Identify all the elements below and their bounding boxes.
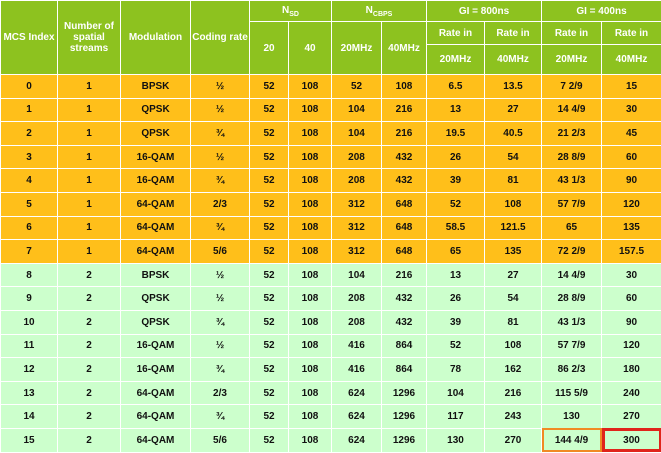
modulation-cell: 64-QAM (121, 405, 191, 429)
table-row (1, 122, 661, 146)
table-row (1, 428, 661, 452)
ncbps-40mhz-cell: 432 (382, 310, 427, 334)
modulation-cell: 64-QAM (121, 216, 191, 240)
coding-rate-cell: 2/3 (191, 192, 250, 216)
header-ncbps-subscript: CBPS (373, 11, 392, 18)
gi400-rate-20mhz-cell: 7 2/9 (542, 75, 602, 99)
gi400-rate-20mhz-cell: 144 4/9 (542, 428, 602, 452)
nsd-40-cell: 108 (289, 192, 332, 216)
ncbps-40mhz-cell: 432 (382, 145, 427, 169)
ncbps-20mhz-cell: 624 (332, 381, 382, 405)
gi800-rate-40mhz-cell: 81 (485, 169, 542, 193)
gi800-rate-40mhz-cell: 108 (485, 192, 542, 216)
mcs-index-cell: 13 (1, 381, 58, 405)
ncbps-20mhz-cell: 52 (332, 75, 382, 99)
nsd-20-cell: 52 (250, 98, 289, 122)
mcs-index-cell: 1 (1, 98, 58, 122)
nsd-20-cell: 52 (250, 240, 289, 264)
gi400-rate-20mhz-cell: 57 7/9 (542, 334, 602, 358)
header-gi800-rate-in-40: Rate in (485, 22, 542, 45)
nsd-20-cell: 52 (250, 287, 289, 311)
table-header (1, 1, 661, 75)
mcs-index-cell: 10 (1, 310, 58, 334)
gi400-rate-20mhz-cell: 14 4/9 (542, 98, 602, 122)
gi400-rate-40mhz-cell: 135 (602, 216, 661, 240)
table-row (1, 358, 661, 382)
nsd-40-cell: 108 (289, 169, 332, 193)
header-gi800-rate-in-20: Rate in (427, 22, 485, 45)
modulation-cell: BPSK (121, 75, 191, 99)
table-row (1, 192, 661, 216)
header-coding-rate: Coding rate (191, 1, 250, 75)
gi800-rate-40mhz-cell: 216 (485, 381, 542, 405)
gi800-rate-20mhz-cell: 104 (427, 381, 485, 405)
modulation-cell: QPSK (121, 287, 191, 311)
coding-rate-cell: ½ (191, 334, 250, 358)
streams-cell: 2 (58, 405, 121, 429)
nsd-40-cell: 108 (289, 334, 332, 358)
header-gi400-40mhz: 40MHz (602, 45, 661, 75)
ncbps-40mhz-cell: 648 (382, 240, 427, 264)
table-row (1, 310, 661, 334)
gi400-rate-40mhz-cell: 15 (602, 75, 661, 99)
ncbps-40mhz-cell: 1296 (382, 405, 427, 429)
gi800-rate-20mhz-cell: 19.5 (427, 122, 485, 146)
gi400-rate-20mhz-cell: 72 2/9 (542, 240, 602, 264)
ncbps-40mhz-cell: 216 (382, 122, 427, 146)
streams-cell: 2 (58, 263, 121, 287)
streams-cell: 2 (58, 334, 121, 358)
table-row (1, 75, 661, 99)
header-gi800-20mhz: 20MHz (427, 45, 485, 75)
nsd-20-cell: 52 (250, 358, 289, 382)
gi800-rate-40mhz-cell: 13.5 (485, 75, 542, 99)
table-row (1, 263, 661, 287)
gi400-rate-40mhz-cell: 30 (602, 263, 661, 287)
ncbps-40mhz-cell: 216 (382, 98, 427, 122)
nsd-20-cell: 52 (250, 75, 289, 99)
gi800-rate-40mhz-cell: 27 (485, 263, 542, 287)
gi800-rate-40mhz-cell: 40.5 (485, 122, 542, 146)
gi400-rate-40mhz-cell: 45 (602, 122, 661, 146)
nsd-40-cell: 108 (289, 405, 332, 429)
ncbps-40mhz-cell: 1296 (382, 428, 427, 452)
gi400-rate-20mhz-cell: 21 2/3 (542, 122, 602, 146)
gi800-rate-40mhz-cell: 54 (485, 145, 542, 169)
mcs-index-cell: 5 (1, 192, 58, 216)
gi800-rate-40mhz-cell: 243 (485, 405, 542, 429)
gi400-rate-40mhz-cell: 180 (602, 358, 661, 382)
table-row (1, 334, 661, 358)
gi400-rate-40mhz-cell: 60 (602, 287, 661, 311)
header-nsd-40: 40 (289, 22, 332, 75)
ncbps-20mhz-cell: 104 (332, 98, 382, 122)
gi400-rate-40mhz-cell: 120 (602, 192, 661, 216)
header-mcs-index: MCS Index (1, 1, 58, 75)
mcs-index-cell: 0 (1, 75, 58, 99)
ncbps-40mhz-cell: 432 (382, 169, 427, 193)
streams-cell: 1 (58, 75, 121, 99)
mcs-index-cell: 7 (1, 240, 58, 264)
nsd-40-cell: 108 (289, 75, 332, 99)
mcs-index-cell: 9 (1, 287, 58, 311)
gi400-rate-40mhz-cell: 120 (602, 334, 661, 358)
nsd-20-cell: 52 (250, 169, 289, 193)
ncbps-20mhz-cell: 312 (332, 240, 382, 264)
mcs-index-cell: 3 (1, 145, 58, 169)
gi400-rate-40mhz-cell: 300 (602, 428, 661, 452)
header-modulation: Modulation (121, 1, 191, 75)
ncbps-20mhz-cell: 208 (332, 169, 382, 193)
gi800-rate-40mhz-cell: 162 (485, 358, 542, 382)
gi800-rate-40mhz-cell: 270 (485, 428, 542, 452)
gi400-rate-20mhz-cell: 130 (542, 405, 602, 429)
streams-cell: 1 (58, 98, 121, 122)
ncbps-20mhz-cell: 312 (332, 192, 382, 216)
modulation-cell: 64-QAM (121, 240, 191, 264)
coding-rate-cell: ¾ (191, 122, 250, 146)
coding-rate-cell: ½ (191, 75, 250, 99)
gi400-rate-20mhz-cell: 28 8/9 (542, 287, 602, 311)
ncbps-40mhz-cell: 1296 (382, 381, 427, 405)
streams-cell: 2 (58, 381, 121, 405)
header-spatial-streams: Number of spatial streams (58, 1, 121, 75)
streams-cell: 1 (58, 240, 121, 264)
ncbps-20mhz-cell: 416 (332, 334, 382, 358)
nsd-20-cell: 52 (250, 310, 289, 334)
gi400-rate-40mhz-cell: 90 (602, 310, 661, 334)
gi800-rate-20mhz-cell: 65 (427, 240, 485, 264)
nsd-20-cell: 52 (250, 216, 289, 240)
header-gi400-20mhz: 20MHz (542, 45, 602, 75)
gi400-rate-20mhz-cell: 43 1/3 (542, 169, 602, 193)
mcs-index-cell: 15 (1, 428, 58, 452)
gi400-rate-20mhz-cell: 43 1/3 (542, 310, 602, 334)
nsd-20-cell: 52 (250, 192, 289, 216)
modulation-cell: QPSK (121, 310, 191, 334)
gi800-rate-40mhz-cell: 108 (485, 334, 542, 358)
gi800-rate-20mhz-cell: 39 (427, 169, 485, 193)
mcs-index-cell: 4 (1, 169, 58, 193)
coding-rate-cell: ¾ (191, 216, 250, 240)
nsd-20-cell: 52 (250, 405, 289, 429)
header-gi800-40mhz: 40MHz (485, 45, 542, 75)
gi400-rate-40mhz-cell: 90 (602, 169, 661, 193)
streams-cell: 1 (58, 216, 121, 240)
ncbps-20mhz-cell: 624 (332, 405, 382, 429)
nsd-40-cell: 108 (289, 287, 332, 311)
gi800-rate-20mhz-cell: 130 (427, 428, 485, 452)
coding-rate-cell: ½ (191, 98, 250, 122)
ncbps-40mhz-cell: 648 (382, 192, 427, 216)
header-nsd: $N_{SD}$ (250, 1, 332, 22)
nsd-20-cell: 52 (250, 263, 289, 287)
gi400-rate-40mhz-cell: 157.5 (602, 240, 661, 264)
header-gi-400ns: GI = 400ns (542, 1, 661, 22)
nsd-20-cell: 52 (250, 334, 289, 358)
gi800-rate-20mhz-cell: 13 (427, 263, 485, 287)
ncbps-40mhz-cell: 864 (382, 334, 427, 358)
coding-rate-cell: ¾ (191, 310, 250, 334)
ncbps-40mhz-cell: 432 (382, 287, 427, 311)
gi800-rate-20mhz-cell: 58.5 (427, 216, 485, 240)
mcs-index-cell: 14 (1, 405, 58, 429)
gi800-rate-20mhz-cell: 39 (427, 310, 485, 334)
modulation-cell: BPSK (121, 263, 191, 287)
nsd-40-cell: 108 (289, 263, 332, 287)
modulation-cell: 64-QAM (121, 428, 191, 452)
gi800-rate-20mhz-cell: 117 (427, 405, 485, 429)
nsd-40-cell: 108 (289, 240, 332, 264)
mcs-index-cell: 12 (1, 358, 58, 382)
ncbps-20mhz-cell: 208 (332, 145, 382, 169)
header-nsd-subscript: SD (289, 11, 299, 18)
table-row (1, 405, 661, 429)
header-ncbps: $N_{CBPS}$ (332, 1, 427, 22)
nsd-20-cell: 52 (250, 381, 289, 405)
nsd-40-cell: 108 (289, 98, 332, 122)
gi800-rate-20mhz-cell: 26 (427, 145, 485, 169)
gi800-rate-40mhz-cell: 54 (485, 287, 542, 311)
gi800-rate-40mhz-cell: 81 (485, 310, 542, 334)
header-gi400-rate-in-20: Rate in (542, 22, 602, 45)
gi800-rate-20mhz-cell: 13 (427, 98, 485, 122)
table-row (1, 287, 661, 311)
modulation-cell: 16-QAM (121, 334, 191, 358)
header-gi400-rate-in-40: Rate in (602, 22, 661, 45)
ncbps-20mhz-cell: 312 (332, 216, 382, 240)
modulation-cell: 16-QAM (121, 358, 191, 382)
nsd-40-cell: 108 (289, 310, 332, 334)
gi400-rate-20mhz-cell: 86 2/3 (542, 358, 602, 382)
streams-cell: 2 (58, 428, 121, 452)
nsd-20-cell: 52 (250, 122, 289, 146)
mcs-index-cell: 11 (1, 334, 58, 358)
coding-rate-cell: ½ (191, 263, 250, 287)
table-row (1, 98, 661, 122)
ncbps-20mhz-cell: 624 (332, 428, 382, 452)
coding-rate-cell: ½ (191, 287, 250, 311)
streams-cell: 2 (58, 358, 121, 382)
modulation-cell: 16-QAM (121, 169, 191, 193)
streams-cell: 1 (58, 122, 121, 146)
coding-rate-cell: 5/6 (191, 428, 250, 452)
modulation-cell: 64-QAM (121, 192, 191, 216)
streams-cell: 2 (58, 287, 121, 311)
ncbps-20mhz-cell: 104 (332, 122, 382, 146)
nsd-40-cell: 108 (289, 122, 332, 146)
nsd-20-cell: 52 (250, 428, 289, 452)
header-nsd-20: 20 (250, 22, 289, 75)
ncbps-20mhz-cell: 208 (332, 310, 382, 334)
coding-rate-cell: ½ (191, 145, 250, 169)
modulation-cell: QPSK (121, 122, 191, 146)
table-body (1, 75, 661, 453)
gi400-rate-20mhz-cell: 65 (542, 216, 602, 240)
coding-rate-cell: ¾ (191, 405, 250, 429)
gi400-rate-20mhz-cell: 14 4/9 (542, 263, 602, 287)
nsd-40-cell: 108 (289, 216, 332, 240)
mcs-index-cell: 8 (1, 263, 58, 287)
mcs-index-cell: 6 (1, 216, 58, 240)
streams-cell: 1 (58, 169, 121, 193)
streams-cell: 1 (58, 145, 121, 169)
gi800-rate-40mhz-cell: 27 (485, 98, 542, 122)
modulation-cell: 64-QAM (121, 381, 191, 405)
gi400-rate-40mhz-cell: 60 (602, 145, 661, 169)
nsd-40-cell: 108 (289, 358, 332, 382)
gi800-rate-40mhz-cell: 121.5 (485, 216, 542, 240)
table-row (1, 145, 661, 169)
gi800-rate-20mhz-cell: 78 (427, 358, 485, 382)
ncbps-40mhz-cell: 216 (382, 263, 427, 287)
ncbps-20mhz-cell: 208 (332, 287, 382, 311)
nsd-40-cell: 108 (289, 145, 332, 169)
header-gi-800ns: GI = 800ns (427, 1, 542, 22)
streams-cell: 1 (58, 192, 121, 216)
modulation-cell: 16-QAM (121, 145, 191, 169)
gi400-rate-40mhz-cell: 30 (602, 98, 661, 122)
ncbps-40mhz-cell: 108 (382, 75, 427, 99)
coding-rate-cell: ¾ (191, 358, 250, 382)
coding-rate-cell: 2/3 (191, 381, 250, 405)
gi400-rate-20mhz-cell: 57 7/9 (542, 192, 602, 216)
table-row (1, 240, 661, 264)
streams-cell: 2 (58, 310, 121, 334)
coding-rate-cell: ¾ (191, 169, 250, 193)
gi800-rate-40mhz-cell: 135 (485, 240, 542, 264)
gi800-rate-20mhz-cell: 6.5 (427, 75, 485, 99)
gi800-rate-20mhz-cell: 26 (427, 287, 485, 311)
nsd-40-cell: 108 (289, 381, 332, 405)
modulation-cell: QPSK (121, 98, 191, 122)
nsd-40-cell: 108 (289, 428, 332, 452)
gi800-rate-20mhz-cell: 52 (427, 334, 485, 358)
mcs-index-cell: 2 (1, 122, 58, 146)
table-row (1, 381, 661, 405)
coding-rate-cell: 5/6 (191, 240, 250, 264)
gi800-rate-20mhz-cell: 52 (427, 192, 485, 216)
header-ncbps-40mhz: 40MHz (382, 22, 427, 75)
table-row (1, 169, 661, 193)
table-row (1, 216, 661, 240)
gi400-rate-20mhz-cell: 115 5/9 (542, 381, 602, 405)
ncbps-40mhz-cell: 864 (382, 358, 427, 382)
ncbps-40mhz-cell: 648 (382, 216, 427, 240)
header-ncbps-20mhz: 20MHz (332, 22, 382, 75)
gi400-rate-40mhz-cell: 270 (602, 405, 661, 429)
nsd-20-cell: 52 (250, 145, 289, 169)
gi400-rate-40mhz-cell: 240 (602, 381, 661, 405)
ncbps-20mhz-cell: 104 (332, 263, 382, 287)
gi400-rate-20mhz-cell: 28 8/9 (542, 145, 602, 169)
ncbps-20mhz-cell: 416 (332, 358, 382, 382)
